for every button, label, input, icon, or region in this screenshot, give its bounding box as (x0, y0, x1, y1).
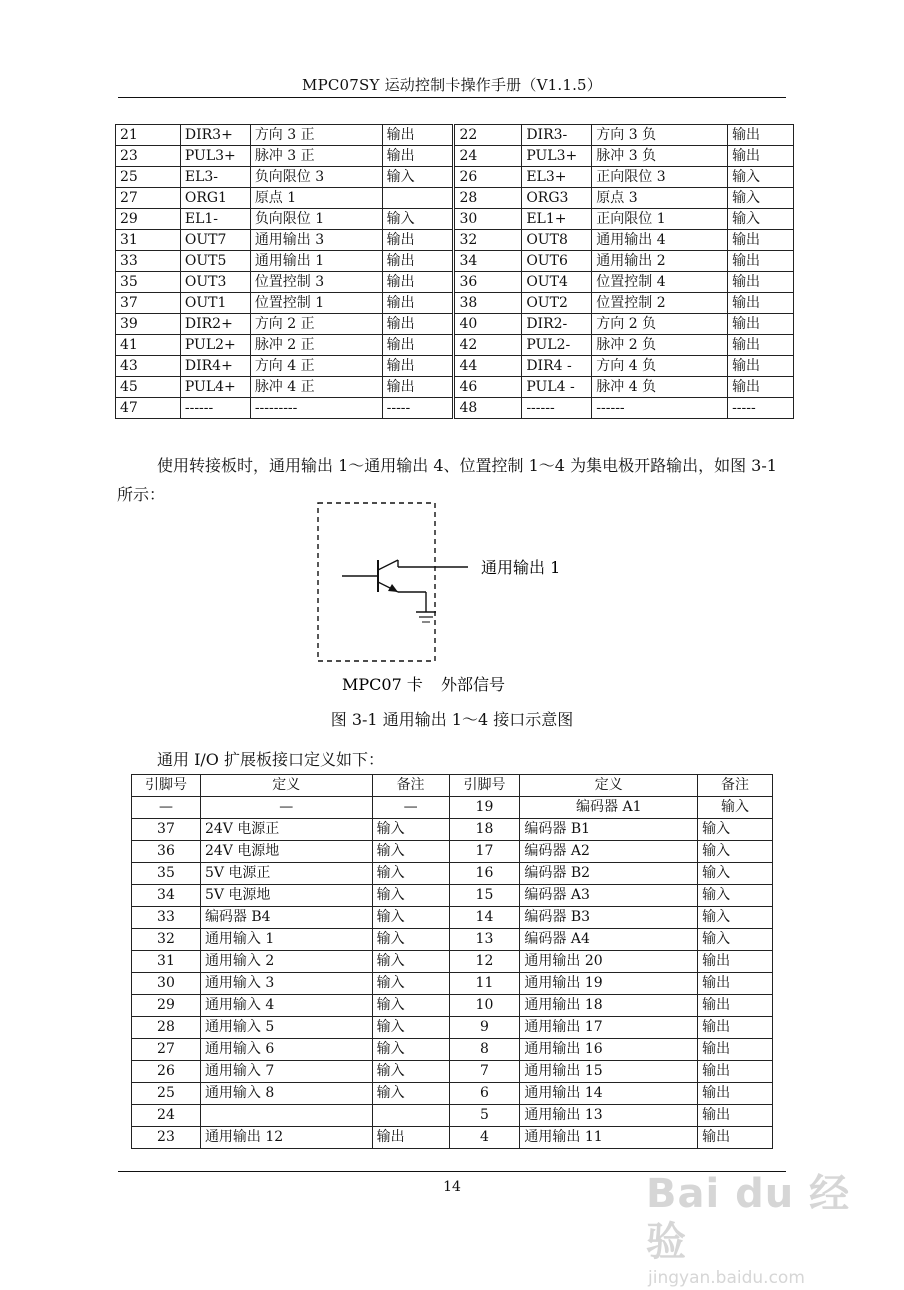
table-row (132, 1105, 773, 1127)
pin-cell-sig: DIR4+ (180, 356, 250, 377)
io-cell-note: 输入 (372, 1039, 449, 1061)
io-cell-definition: — (200, 797, 372, 819)
pin-cell-dir: 输入 (728, 167, 794, 188)
pin-cell-desc: 方向 2 负 (592, 314, 728, 335)
pin-cell-pin: 31 (116, 230, 181, 251)
pin-cell-sig: OUT1 (180, 293, 250, 314)
pin-cell-sig: PUL2- (522, 335, 592, 356)
pin-cell-dir: 输出 (728, 335, 794, 356)
table-row (132, 863, 773, 885)
pin-cell-pin: 21 (116, 125, 181, 146)
io-expansion-table (131, 774, 773, 1149)
table-row (132, 951, 773, 973)
pin-cell-dir: 输出 (382, 146, 454, 167)
pin-cell-desc: 脉冲 3 正 (250, 146, 382, 167)
io-cell-note-2: 输出 (698, 973, 773, 995)
io-cell-definition: 5V 电源地 (200, 885, 372, 907)
pin-cell-dir: ----- (382, 398, 454, 419)
pin-cell-sig: OUT5 (180, 251, 250, 272)
pin-cell-dir: 输出 (382, 125, 454, 146)
pin-cell-pin: 39 (116, 314, 181, 335)
io-cell-note-2: 输出 (698, 1017, 773, 1039)
io-cell-note: 输入 (372, 1017, 449, 1039)
pin-cell-desc: 通用输出 2 (592, 251, 728, 272)
pin-cell-dir: 输出 (728, 146, 794, 167)
io-cell-definition-2: 通用输出 17 (520, 1017, 698, 1039)
transistor-collector (378, 560, 398, 570)
io-cell-pin-2: 4 (449, 1127, 520, 1149)
io-cell-note: 输入 (372, 929, 449, 951)
pin-cell-sig: DIR2+ (180, 314, 250, 335)
intro-paragraph-text: 使用转接板时，通用输出 1～通用输出 4、位置控制 1～4 为集电极开路输出，如图 3-1 所示： (117, 456, 777, 504)
io-cell-note-2: 输入 (698, 797, 773, 819)
header-definition: 定义 (200, 775, 372, 797)
io-table-body (132, 797, 773, 1149)
table-row (132, 929, 773, 951)
pin-cell-dir: 输出 (382, 377, 454, 398)
io-cell-definition: 5V 电源正 (200, 863, 372, 885)
pin-cell-dir: 输出 (728, 293, 794, 314)
pin-cell-desc: 脉冲 3 负 (592, 146, 728, 167)
pin-cell-desc: 通用输出 3 (250, 230, 382, 251)
io-cell-pin-2: 18 (449, 819, 520, 841)
pin-cell-dir: 输入 (382, 209, 454, 230)
pin-cell-sig: EL1- (180, 209, 250, 230)
header-definition-2: 定义 (520, 775, 698, 797)
pin-cell-pin: 46 (454, 377, 522, 398)
io-cell-pin: 33 (132, 907, 201, 929)
external-signal-label: 外部信号 (441, 675, 506, 694)
io-cell-definition: 通用输入 7 (200, 1061, 372, 1083)
pin-cell-pin: 40 (454, 314, 522, 335)
io-cell-note-2: 输出 (698, 951, 773, 973)
io-cell-note (372, 1105, 449, 1127)
pin-cell-dir: 输出 (728, 272, 794, 293)
io-table-header-row (132, 775, 773, 797)
pin-cell-dir: 输出 (382, 335, 454, 356)
pin-cell-pin: 44 (454, 356, 522, 377)
pin-cell-pin: 29 (116, 209, 181, 230)
pin-cell-sig: PUL4 - (522, 377, 592, 398)
io-cell-note: 输入 (372, 819, 449, 841)
pin-cell-pin: 48 (454, 398, 522, 419)
pin-cell-pin: 47 (116, 398, 181, 419)
pin-cell-dir: 输出 (728, 356, 794, 377)
io-cell-definition-2: 编码器 B1 (520, 819, 698, 841)
pin-cell-desc: 负向限位 3 (250, 167, 382, 188)
pin-cell-pin: 27 (116, 188, 181, 209)
card-boundary-dashed-box (318, 503, 435, 661)
io-cell-note: 输入 (372, 995, 449, 1017)
io-cell-pin: 35 (132, 863, 201, 885)
io-cell-definition-2: 通用输出 15 (520, 1061, 698, 1083)
io-cell-pin: 37 (132, 819, 201, 841)
io-cell-note-2: 输出 (698, 1127, 773, 1149)
pin-cell-sig: EL3- (180, 167, 250, 188)
pin-cell-sig: EL1+ (522, 209, 592, 230)
page-number: 14 (443, 1179, 461, 1195)
io-cell-note-2: 输出 (698, 1105, 773, 1127)
pin-cell-pin: 24 (454, 146, 522, 167)
pin-cell-desc: 位置控制 2 (592, 293, 728, 314)
pin-cell-desc: 通用输出 1 (250, 251, 382, 272)
io-cell-pin-2: 11 (449, 973, 520, 995)
pin-cell-desc: 通用输出 4 (592, 230, 728, 251)
io-cell-pin: 24 (132, 1105, 201, 1127)
pin-cell-desc: ------ (592, 398, 728, 419)
pin-cell-dir: 输出 (728, 230, 794, 251)
page-header-title: MPC07SY 运动控制卡操作手册（V1.1.5） (302, 76, 602, 94)
pin-cell-desc: 位置控制 4 (592, 272, 728, 293)
io-cell-note: 输入 (372, 863, 449, 885)
io-cell-definition: 通用输入 3 (200, 973, 372, 995)
io-cell-note: 输入 (372, 1083, 449, 1105)
table-row (132, 841, 773, 863)
io-cell-note: 输入 (372, 951, 449, 973)
pin-cell-desc: 原点 3 (592, 188, 728, 209)
pin-cell-dir: 输出 (382, 356, 454, 377)
io-cell-note-2: 输入 (698, 907, 773, 929)
pin-cell-desc: 脉冲 2 正 (250, 335, 382, 356)
pin-cell-sig: ------ (522, 398, 592, 419)
io-cell-pin-2: 17 (449, 841, 520, 863)
baidu-jingyan-watermark (646, 1170, 856, 1288)
pin-cell-desc: 正向限位 1 (592, 209, 728, 230)
pin-cell-pin: 43 (116, 356, 181, 377)
pin-cell-desc: --------- (250, 398, 382, 419)
pin-cell-dir: 输出 (382, 230, 454, 251)
pin-cell-dir: 输出 (382, 293, 454, 314)
io-cell-pin: — (132, 797, 201, 819)
io-cell-definition-2: 通用输出 19 (520, 973, 698, 995)
io-cell-pin: 27 (132, 1039, 201, 1061)
pin-cell-sig: ORG1 (180, 188, 250, 209)
table-row (132, 885, 773, 907)
io-cell-definition: 通用输入 4 (200, 995, 372, 1017)
pin-cell-desc: 方向 3 负 (592, 125, 728, 146)
io-cell-pin-2: 7 (449, 1061, 520, 1083)
table-row (132, 1039, 773, 1061)
pin-cell-pin: 32 (454, 230, 522, 251)
io-cell-pin: 30 (132, 973, 201, 995)
card-label: MPC07 卡 (342, 675, 423, 694)
pin-cell-sig: OUT3 (180, 272, 250, 293)
pin-cell-dir: ----- (728, 398, 794, 419)
pin-cell-pin: 25 (116, 167, 181, 188)
pin-cell-sig: DIR3+ (180, 125, 250, 146)
pin-cell-dir: 输出 (728, 314, 794, 335)
io-cell-note-2: 输出 (698, 995, 773, 1017)
header-note-2: 备注 (698, 775, 773, 797)
io-cell-pin-2: 8 (449, 1039, 520, 1061)
pin-cell-sig: PUL3+ (180, 146, 250, 167)
pin-cell-pin: 38 (454, 293, 522, 314)
pin-cell-pin: 37 (116, 293, 181, 314)
pin-cell-dir: 输出 (382, 272, 454, 293)
io-cell-definition-2: 通用输出 14 (520, 1083, 698, 1105)
pin-cell-desc: 负向限位 1 (250, 209, 382, 230)
pin-cell-pin: 23 (116, 146, 181, 167)
pin-cell-pin: 41 (116, 335, 181, 356)
table-row (132, 797, 773, 819)
pin-cell-desc: 正向限位 3 (592, 167, 728, 188)
io-cell-note: 输入 (372, 973, 449, 995)
header-pin: 引脚号 (132, 775, 201, 797)
pin-cell-pin: 22 (454, 125, 522, 146)
pin-cell-pin: 42 (454, 335, 522, 356)
io-cell-note-2: 输入 (698, 929, 773, 951)
pin-cell-dir: 输出 (382, 251, 454, 272)
pin-cell-desc: 方向 4 正 (250, 356, 382, 377)
io-cell-definition-2: 编码器 B3 (520, 907, 698, 929)
pin-cell-dir: 输出 (728, 125, 794, 146)
io-cell-definition: 编码器 B4 (200, 907, 372, 929)
pin-cell-sig: DIR2- (522, 314, 592, 335)
pin-cell-desc: 方向 3 正 (250, 125, 382, 146)
io-cell-definition-2: 通用输出 16 (520, 1039, 698, 1061)
io-cell-definition-2: 通用输出 18 (520, 995, 698, 1017)
io-cell-pin-2: 6 (449, 1083, 520, 1105)
io-cell-definition: 24V 电源地 (200, 841, 372, 863)
table-row (132, 1127, 773, 1149)
pin-cell-dir: 输入 (728, 209, 794, 230)
io-cell-pin-2: 5 (449, 1105, 520, 1127)
io-cell-definition: 通用输出 12 (200, 1127, 372, 1149)
io-cell-definition-2: 通用输出 20 (520, 951, 698, 973)
io-cell-pin-2: 10 (449, 995, 520, 1017)
pin-cell-pin: 45 (116, 377, 181, 398)
table-row (132, 1061, 773, 1083)
pin-cell-pin: 30 (454, 209, 522, 230)
io-cell-note-2: 输入 (698, 819, 773, 841)
pin-cell-pin: 36 (454, 272, 522, 293)
table-row (132, 819, 773, 841)
table-row (132, 973, 773, 995)
io-cell-definition: 24V 电源正 (200, 819, 372, 841)
io-cell-pin-2: 14 (449, 907, 520, 929)
io-cell-pin-2: 12 (449, 951, 520, 973)
io-cell-definition: 通用输入 2 (200, 951, 372, 973)
header-note: 备注 (372, 775, 449, 797)
pin-cell-sig: OUT7 (180, 230, 250, 251)
io-cell-pin-2: 15 (449, 885, 520, 907)
pin-cell-sig: PUL4+ (180, 377, 250, 398)
table-row (132, 995, 773, 1017)
io-cell-note-2: 输出 (698, 1083, 773, 1105)
pin-cell-sig: DIR3- (522, 125, 592, 146)
table-row (132, 907, 773, 929)
pin-cell-sig: OUT2 (522, 293, 592, 314)
io-cell-definition-2: 通用输出 11 (520, 1127, 698, 1149)
io-cell-pin-2: 13 (449, 929, 520, 951)
pin-cell-desc: 脉冲 4 正 (250, 377, 382, 398)
io-cell-note-2: 输入 (698, 885, 773, 907)
pin-cell-sig: OUT8 (522, 230, 592, 251)
pin-cell-pin: 26 (454, 167, 522, 188)
io-cell-note: — (372, 797, 449, 819)
io-cell-note: 输入 (372, 1061, 449, 1083)
pin-cell-sig: ORG3 (522, 188, 592, 209)
pin-cell-dir: 输入 (728, 188, 794, 209)
table-row (132, 1017, 773, 1039)
pin-cell-desc: 方向 4 负 (592, 356, 728, 377)
io-cell-pin: 31 (132, 951, 201, 973)
io-cell-pin: 25 (132, 1083, 201, 1105)
pin-cell-sig: PUL3+ (522, 146, 592, 167)
io-cell-definition-2: 编码器 B2 (520, 863, 698, 885)
table-row (132, 1083, 773, 1105)
io-cell-note: 输入 (372, 885, 449, 907)
pin-cell-desc: 脉冲 4 负 (592, 377, 728, 398)
pin-cell-pin: 34 (454, 251, 522, 272)
pin-cell-dir: 输出 (382, 314, 454, 335)
io-cell-definition: 通用输入 8 (200, 1083, 372, 1105)
pin-cell-desc: 原点 1 (250, 188, 382, 209)
io-cell-pin-2: 19 (449, 797, 520, 819)
io-cell-pin-2: 9 (449, 1017, 520, 1039)
io-cell-note: 输出 (372, 1127, 449, 1149)
io-cell-note-2: 输入 (698, 863, 773, 885)
pin-cell-dir: 输出 (728, 251, 794, 272)
pin-cell-pin: 33 (116, 251, 181, 272)
pin-cell-sig: PUL2+ (180, 335, 250, 356)
io-cell-pin: 32 (132, 929, 201, 951)
io-cell-definition-2: 编码器 A3 (520, 885, 698, 907)
io-cell-note-2: 输入 (698, 841, 773, 863)
pin-cell-sig: EL3+ (522, 167, 592, 188)
io-cell-pin: 26 (132, 1061, 201, 1083)
io-cell-definition-2: 编码器 A4 (520, 929, 698, 951)
io-cell-pin: 29 (132, 995, 201, 1017)
io-cell-note: 输入 (372, 907, 449, 929)
figure-caption: 图 3-1 通用输出 1～4 接口示意图 (330, 710, 574, 729)
io-cell-pin: 36 (132, 841, 201, 863)
watermark-url: jingyan.baidu.com (648, 1268, 805, 1288)
io-intro-paragraph: 通用 I/O 扩展板接口定义如下： (157, 750, 385, 769)
watermark-logo: Bai du 经验 (646, 1171, 851, 1265)
pin-cell-sig: OUT6 (522, 251, 592, 272)
io-cell-pin-2: 16 (449, 863, 520, 885)
io-cell-definition-2: 编码器 A2 (520, 841, 698, 863)
io-cell-definition: 通用输入 6 (200, 1039, 372, 1061)
io-cell-note: 输入 (372, 841, 449, 863)
pin-cell-pin: 35 (116, 272, 181, 293)
pin-cell-sig: DIR4 - (522, 356, 592, 377)
io-cell-pin: 34 (132, 885, 201, 907)
io-cell-definition-2: 通用输出 13 (520, 1105, 698, 1127)
pin-cell-dir: 输出 (728, 377, 794, 398)
pin-cell-desc: 位置控制 3 (250, 272, 382, 293)
io-cell-pin: 28 (132, 1017, 201, 1039)
pin-cell-sig: ------ (180, 398, 250, 419)
io-cell-definition-2: 编码器 A1 (520, 797, 698, 819)
pin-cell-desc: 脉冲 2 负 (592, 335, 728, 356)
pin-cell-sig: OUT4 (522, 272, 592, 293)
pin-cell-dir: 输入 (382, 167, 454, 188)
pin-cell-pin: 28 (454, 188, 522, 209)
io-cell-note-2: 输出 (698, 1061, 773, 1083)
io-cell-note-2: 输出 (698, 1039, 773, 1061)
header-pin-2: 引脚号 (449, 775, 520, 797)
output-label: 通用输出 1 (481, 558, 561, 577)
io-cell-definition (200, 1105, 372, 1127)
io-cell-pin: 23 (132, 1127, 201, 1149)
pin-cell-desc: 位置控制 1 (250, 293, 382, 314)
io-cell-definition: 通用输入 1 (200, 929, 372, 951)
io-cell-definition: 通用输入 5 (200, 1017, 372, 1039)
pin-cell-desc: 方向 2 正 (250, 314, 382, 335)
